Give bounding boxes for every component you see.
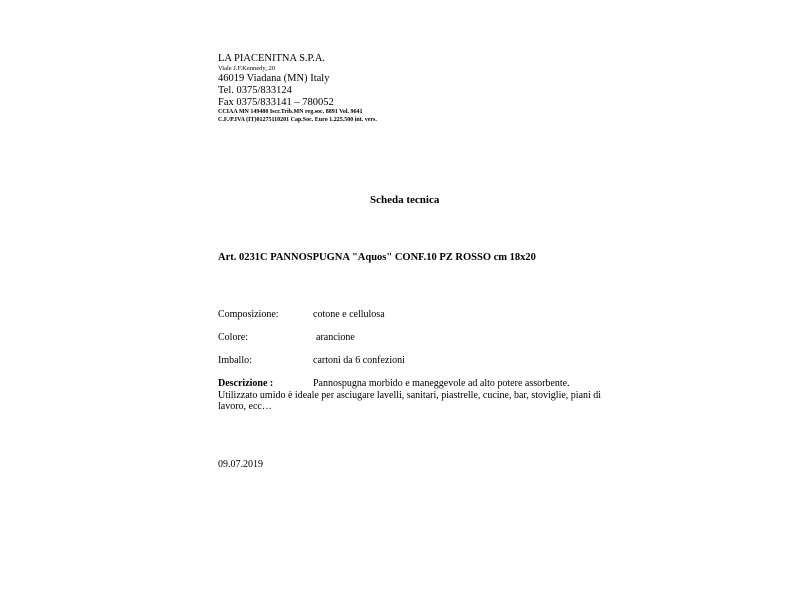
color-label: Colore: [218, 332, 248, 343]
packaging-value: cartoni da 6 confezioni [313, 355, 405, 366]
company-tel: Tel. 0375/833124 [218, 85, 292, 96]
color-value: arancione [316, 332, 355, 343]
company-cciaa: CCIAA MN 149480 Iscr.Trib.MN reg.soc. 8891 Vol. 9641 [218, 109, 363, 115]
composition-label: Composizione: [218, 309, 279, 320]
article-line: Art. 0231C PANNOSPUGNA "Aquos" CONF.10 PZ ROSSO cm 18x20 [218, 252, 536, 263]
company-fax: Fax 0375/833141 – 780052 [218, 97, 334, 108]
company-street: Viale J.F.Kennedy, 20 [218, 65, 275, 72]
company-city: 46019 Viadana (MN) Italy [218, 73, 330, 84]
document-title: Scheda tecnica [370, 194, 440, 206]
company-vat: C.F./P.IVA (IT)01275110201 Cap.Soc. Euro 1.225.500 int. vers. [218, 117, 377, 123]
packaging-label: Imballo: [218, 355, 252, 366]
description-text: Pannospugna morbido e maneggevole ad alto potere assorbente. Utilizzato umido è ideale per asciugare lavelli, sanitari, piastrelle, cucine, bar, stoviglie, piani di lavoro, ecc… [218, 378, 602, 412]
composition-value: cotone e cellulosa [313, 309, 385, 320]
company-name: LA PIACENITNA S.P.A. [218, 53, 326, 64]
description-label: Descrizione : [218, 378, 274, 389]
document-date: 09.07.2019 [218, 459, 263, 470]
description-block [218, 378, 608, 413]
